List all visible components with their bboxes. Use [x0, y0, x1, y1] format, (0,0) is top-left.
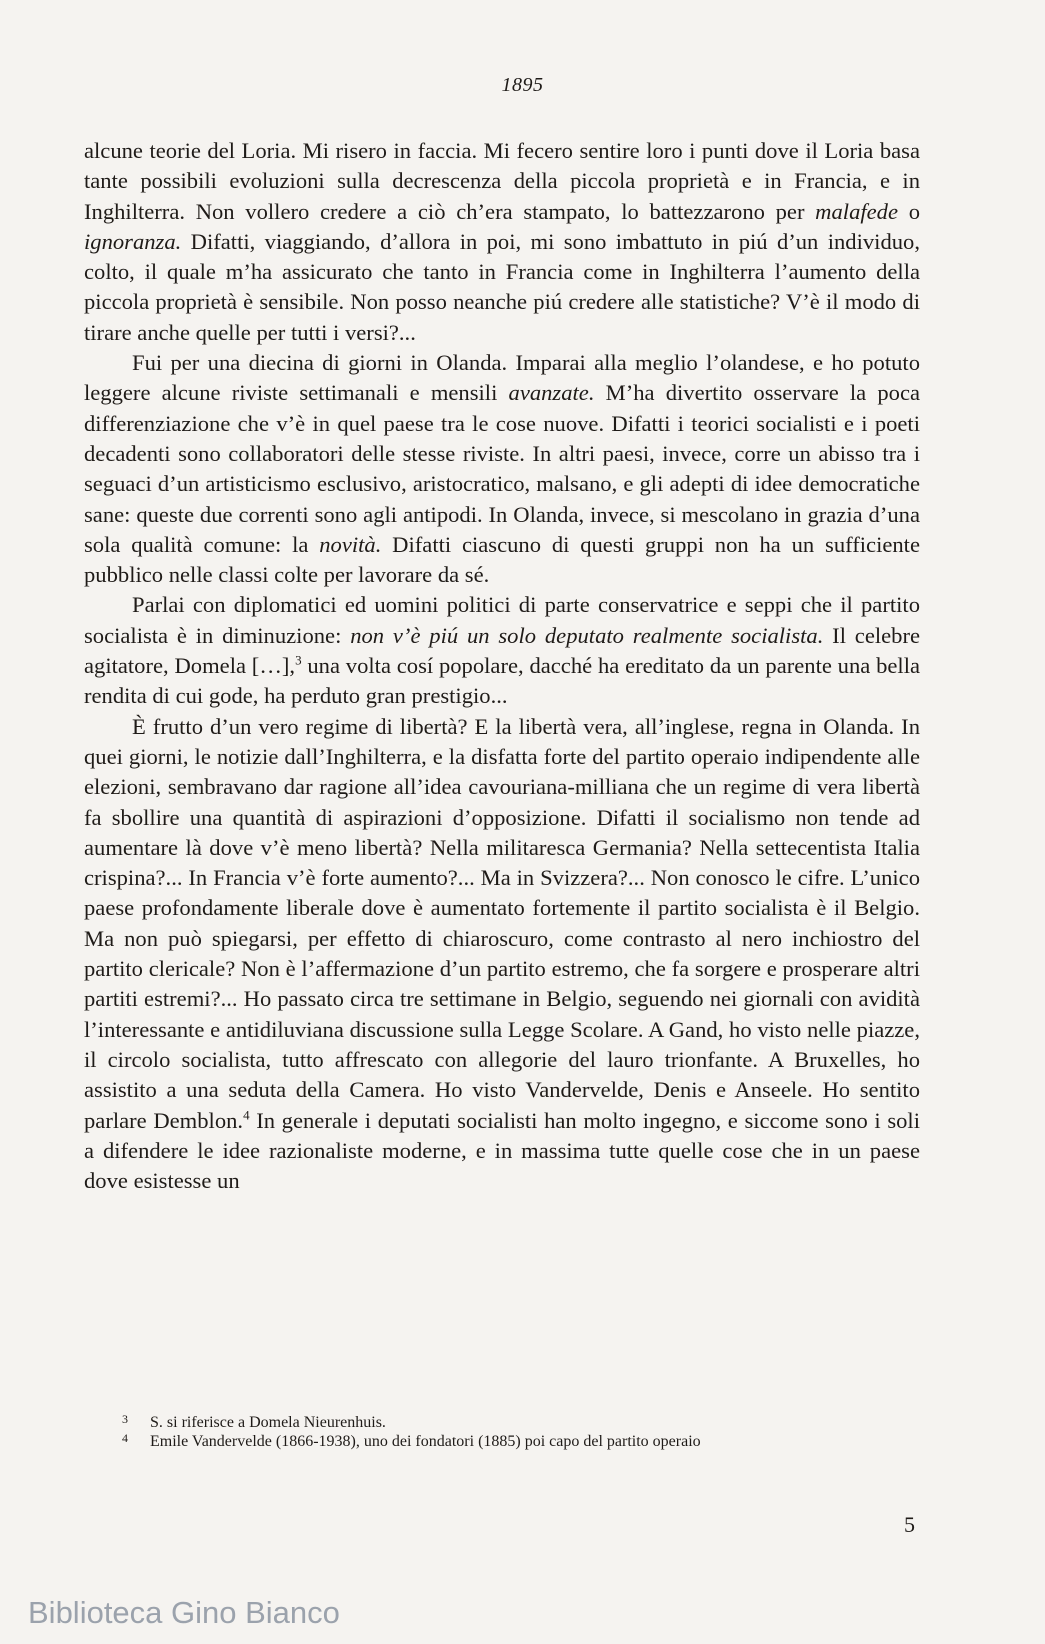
footnote-3	[122, 1413, 922, 1432]
text-run: Parlai con diplomatici ed uomini politici di parte conservatrice e seppi che il partito socialista è in diminuzione:	[84, 592, 920, 648]
page-number: 5	[904, 1512, 915, 1537]
italic-run: novità.	[319, 531, 382, 557]
text-run: Difatti, viaggiando, d’allora in poi, mi sono imbattuto in piú d’un individuo, colto, il quale m’ha assicurato che tanto in Francia come in Inghilterra l’aumento della piccola proprietà è sensibile. Non posso neanche piú credere alle statistiche? V’è il modo di tirare anche quelle per tutti i versi?...	[84, 228, 920, 345]
text-run: una volta cosí popolare, dacché ha ereditato da un parente una bella rendita di cui gode, ha perduto gran prestigio...	[84, 653, 920, 709]
footnote-mark: 4	[122, 1431, 128, 1445]
text-run: o	[898, 198, 920, 224]
text-run: Difatti ciascuno di questi gruppi non ha un sufficiente pubblico nelle classi colte per lavorare da sé.	[84, 531, 920, 588]
italic-run: ignoranza.	[84, 228, 182, 254]
library-watermark: Biblioteca Gino Bianco	[28, 1595, 340, 1630]
footnote-4	[122, 1432, 922, 1451]
text-run: M’ha divertito osservare la poca differenziazione che v’è in quel paese tra le cose nuove. Difatti i teorici socialisti e i poeti decadenti sono collaboratori delle stesse riviste. In altri paesi, invece, corre un abisso tra i seguaci d’un artisticismo esclusivo, aristocratico, malsano, e gli adepti di idee democratiche sane: queste due correnti sono agli antipodi. In Olanda, invece, si mescolano in grazia d’una sola qualità comune: la	[84, 380, 920, 557]
footnote-text: S. si riferisce a Domela Nieurenhuis.	[150, 1414, 386, 1431]
text-run: Il celebre agitatore, Domela […],	[84, 622, 921, 679]
footnote-reference: 3	[295, 652, 302, 668]
footnote-mark: 3	[122, 1412, 128, 1426]
body-text	[84, 136, 920, 1196]
paragraph	[84, 348, 920, 590]
italic-run: malafede	[815, 198, 898, 224]
italic-run: avanzate.	[508, 380, 595, 406]
footnote-reference: 4	[243, 1106, 250, 1122]
paragraph	[84, 136, 920, 348]
paragraph	[84, 590, 920, 711]
text-run: Fui per una diecina di giorni in Olanda. Imparai alla meglio l’olandese, e ho potuto leggere alcune riviste settimanali e mensili	[84, 350, 920, 406]
running-head: 1895	[501, 74, 544, 96]
paragraph	[84, 712, 920, 1197]
footnotes	[122, 1413, 922, 1451]
italic-run: non v’è piú un solo deputato realmente socialista.	[350, 622, 824, 648]
footnote-text: Emile Vandervelde (1866-1938), uno dei fondatori (1885) poi capo del partito operaio	[150, 1433, 701, 1450]
text-run: In generale i deputati socialisti han molto ingegno, e siccome sono i soli a difendere le idee razionaliste moderne, e in massima tutte quelle cose che in un paese dove esistesse un	[84, 1107, 920, 1194]
text-run: alcune teorie del Loria. Mi risero in faccia. Mi fecero sentire loro i punti dove il Loria basa tante possibili evoluzioni sulla decrescenza della piccola proprietà e in Francia, e in Inghilterra. Non vollero credere a ciò ch’era stampato, lo battezzarono per	[84, 138, 920, 224]
text-run: È frutto d’un vero regime di libertà? E la libertà vera, all’inglese, regna in Olanda. In quei giorni, le notizie dall’Inghilterra, e la disfatta forte del partito operaio indipendente alle elezioni, sembravano dar ragione all’idea cavouriana-milliana che un regime di vera libertà fa sbollire una quantità di aspirazioni d’opposizione. Difatti il socialismo non tende ad aumentare là dove v’è meno libertà? Nella militaresca Germania? Nella settecentista Italia crispina?... In Francia v’è forte aumento?... Ma in Svizzera?... Non conosco le cifre. L’unico paese profondamente liberale dove è aumentato fortemente il partito socialista è il Belgio. Ma non può spiegarsi, per effetto di chiaroscuro, come contrasto al nero inchiostro del partito clericale? Non è l’affermazione d’un partito estremo, che fa sorgere e prosperare altri partiti estremi?... Ho passato circa tre settimane in Belgio, seguendo nei giornali con avidità l’interessante e antidiluviana discussione sulla Legge Scolare. A Gand, ho visto nelle piazze, il circolo socialista, tutto affrescato con allegorie del lauro trionfante. A Bruxelles, ho assistito a una seduta della Camera. Ho visto Vandervelde, Denis e Anseele. Ho sentito parlare Demblon.	[84, 713, 920, 1133]
